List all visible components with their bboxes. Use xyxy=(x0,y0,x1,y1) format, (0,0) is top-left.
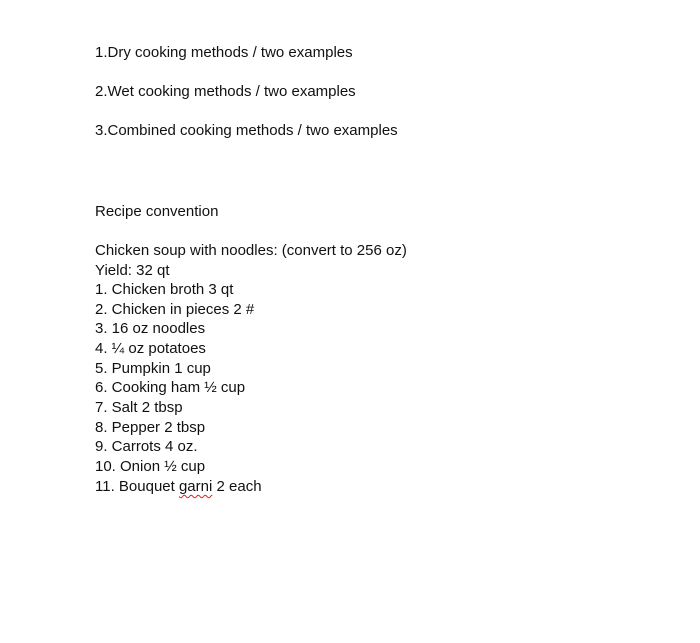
ingredient-item: 1. Chicken broth 3 qt xyxy=(95,281,234,298)
ingredient-item: 10. Onion ½ cup xyxy=(95,458,206,475)
ingredient-item: 2. Chicken in pieces 2 # xyxy=(95,301,255,318)
question-3: 3.Combined cooking methods / two examples xyxy=(95,122,398,139)
recipe-title: Chicken soup with noodles: (convert to 256 oz) xyxy=(95,242,407,259)
ingredient-item: 5. Pumpkin 1 cup xyxy=(95,360,211,377)
ingredient-item: 7. Salt 2 tbsp xyxy=(95,399,183,416)
ingredient-item: 8. Pepper 2 tbsp xyxy=(95,419,206,436)
ingredient-item: 3. 16 oz noodles xyxy=(95,320,206,337)
ingredient-item: 6. Cooking ham ½ cup xyxy=(95,379,246,396)
ingredient-item: 4. ¼ oz potatoes xyxy=(95,340,206,357)
question-1: 1.Dry cooking methods / two examples xyxy=(95,44,353,61)
ingredient-last-prefix: 11. Bouquet xyxy=(95,478,179,495)
ingredient-item: 9. Carrots 4 oz. xyxy=(95,438,198,455)
recipe-yield: Yield: 32 qt xyxy=(95,262,170,279)
misspelled-word[interactable]: garni xyxy=(178,478,213,495)
question-2: 2.Wet cooking methods / two examples xyxy=(95,83,356,100)
ingredient-item-last xyxy=(95,478,262,496)
ingredient-last-suffix: 2 each xyxy=(212,478,262,495)
section-heading: Recipe convention xyxy=(95,203,219,220)
